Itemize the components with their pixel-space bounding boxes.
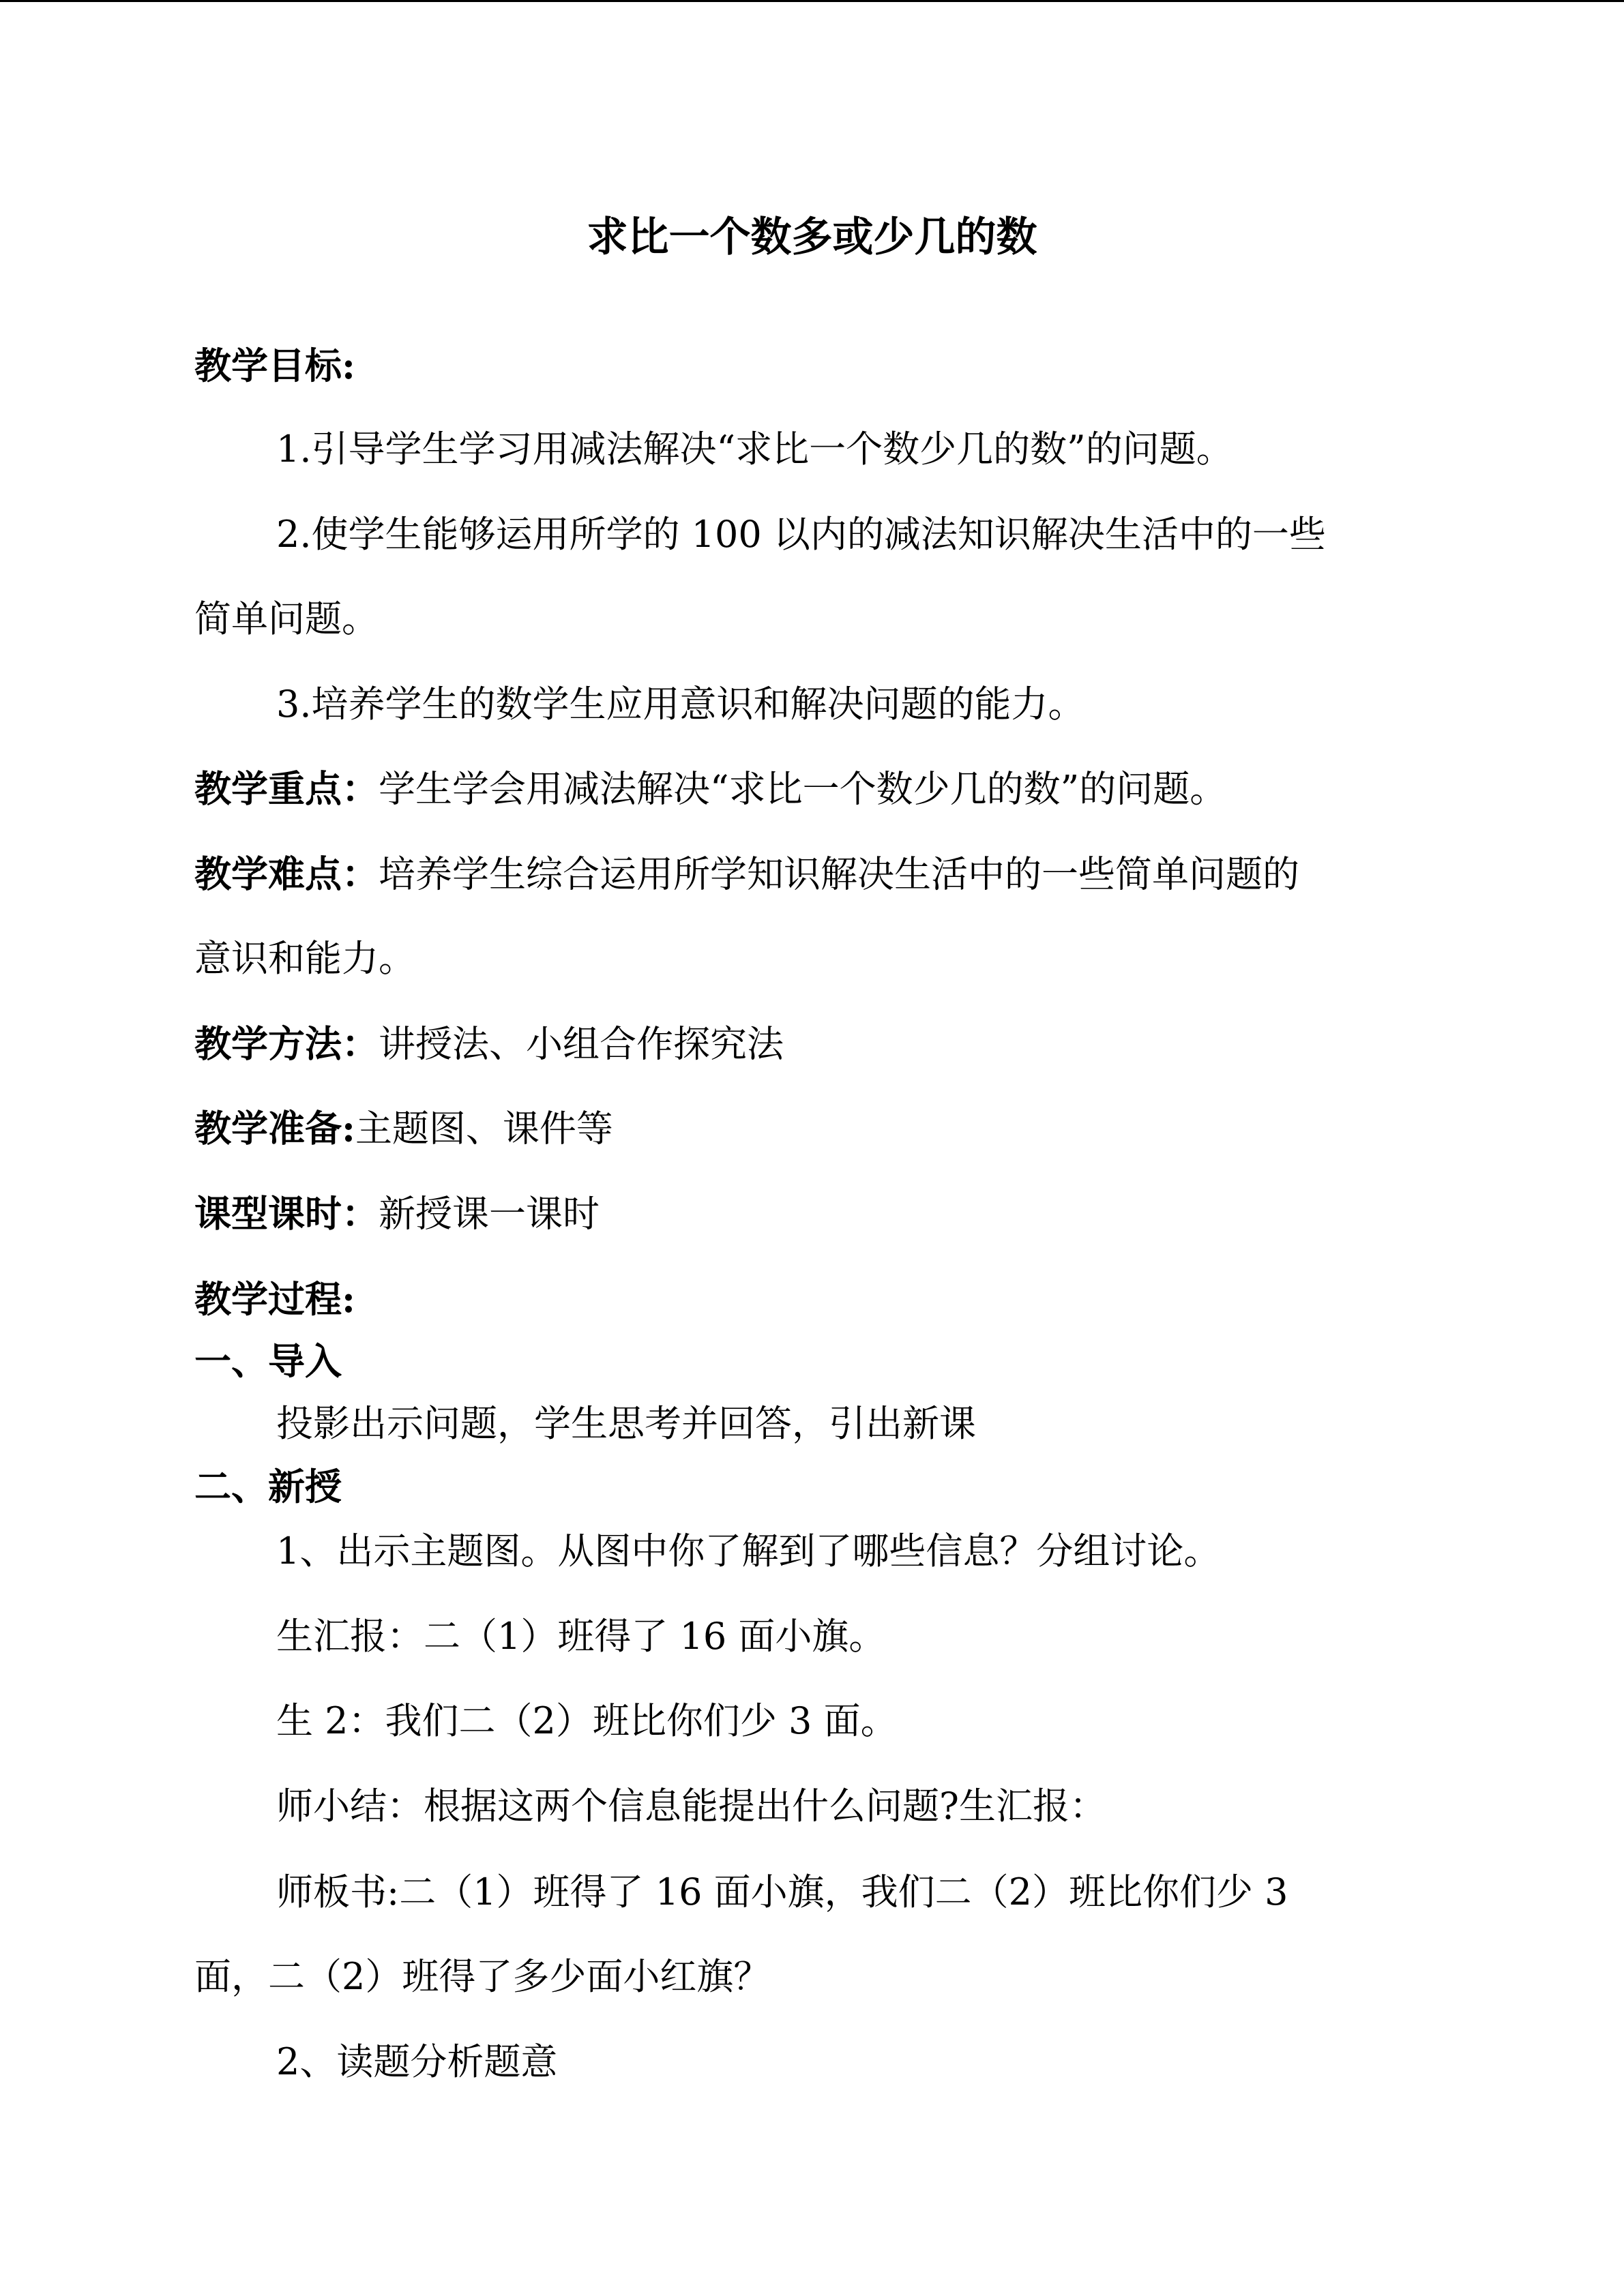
section-2-line-3: 生 2：我们二（2）班比你们少 3 面。 [276,1699,898,1742]
section-2-line-2: 生汇报：二（1）班得了 16 面小旗。 [276,1615,886,1658]
section-1-text: 投影出示问题，学生思考并回答，引出新课 [276,1402,976,1445]
objectives-heading: 教学目标: [194,344,355,387]
lesson-type-paragraph [194,1192,600,1236]
objective-item-3: 3.培养学生的数学生应用意识和解决问题的能力。 [276,683,1085,726]
preparation-paragraph [194,1107,613,1151]
lesson-type-text: 新授课一课时 [379,1192,600,1236]
key-point-label: 教学重点： [194,766,379,811]
difficulty-text: 培养学生综合运用所学知识解决生活中的一些简单问题的 [379,852,1299,896]
objective-item-1: 1.引导学生学习用减法解决“求比一个数少几的数”的问题。 [276,428,1233,471]
section-2-line-1: 1、出示主题图。从图中你了解到了哪些信息？分组讨论。 [276,1530,1221,1572]
lesson-type-label: 课型课时： [194,1191,379,1236]
key-point-paragraph [194,767,1226,811]
preparation-label: 教学准备: [194,1106,355,1150]
objective-item-2-continued: 简单问题。 [194,597,379,640]
method-label: 教学方法： [194,1022,379,1066]
page-title: 求比一个数多或少几的数 [587,213,1037,261]
section-2-line-4: 师小结：根据这两个信息能提出什么问题?生汇报： [276,1785,1106,1828]
method-text: 讲授法、小组合作探究法 [379,1022,784,1066]
section-2-line-5: 师板书:二（1）班得了 16 面小旗，我们二（2）班比你们少 3 [276,1870,1288,1913]
objective-item-2: 2.使学生能够运用所学的 100 以内的减法知识解决生活中的一些 [276,513,1326,556]
process-heading: 教学过程: [194,1277,355,1321]
top-border-line [0,0,1624,2]
difficulty-text-continued: 意识和能力。 [194,937,415,980]
key-point-text: 学生学会用减法解决“求比一个数少几的数”的问题。 [379,767,1227,811]
section-2-heading: 二、新授 [194,1465,342,1508]
preparation-text: 主题图、课件等 [355,1107,613,1150]
section-2-line-7: 2、读题分析题意 [276,2040,558,2083]
method-paragraph [194,1022,784,1067]
section-2-line-6: 面，二（2）班得了多少面小红旗？ [194,1955,771,1998]
section-1-heading: 一、导入 [194,1339,342,1383]
difficulty-paragraph [194,852,1299,897]
difficulty-label: 教学难点： [194,852,379,896]
